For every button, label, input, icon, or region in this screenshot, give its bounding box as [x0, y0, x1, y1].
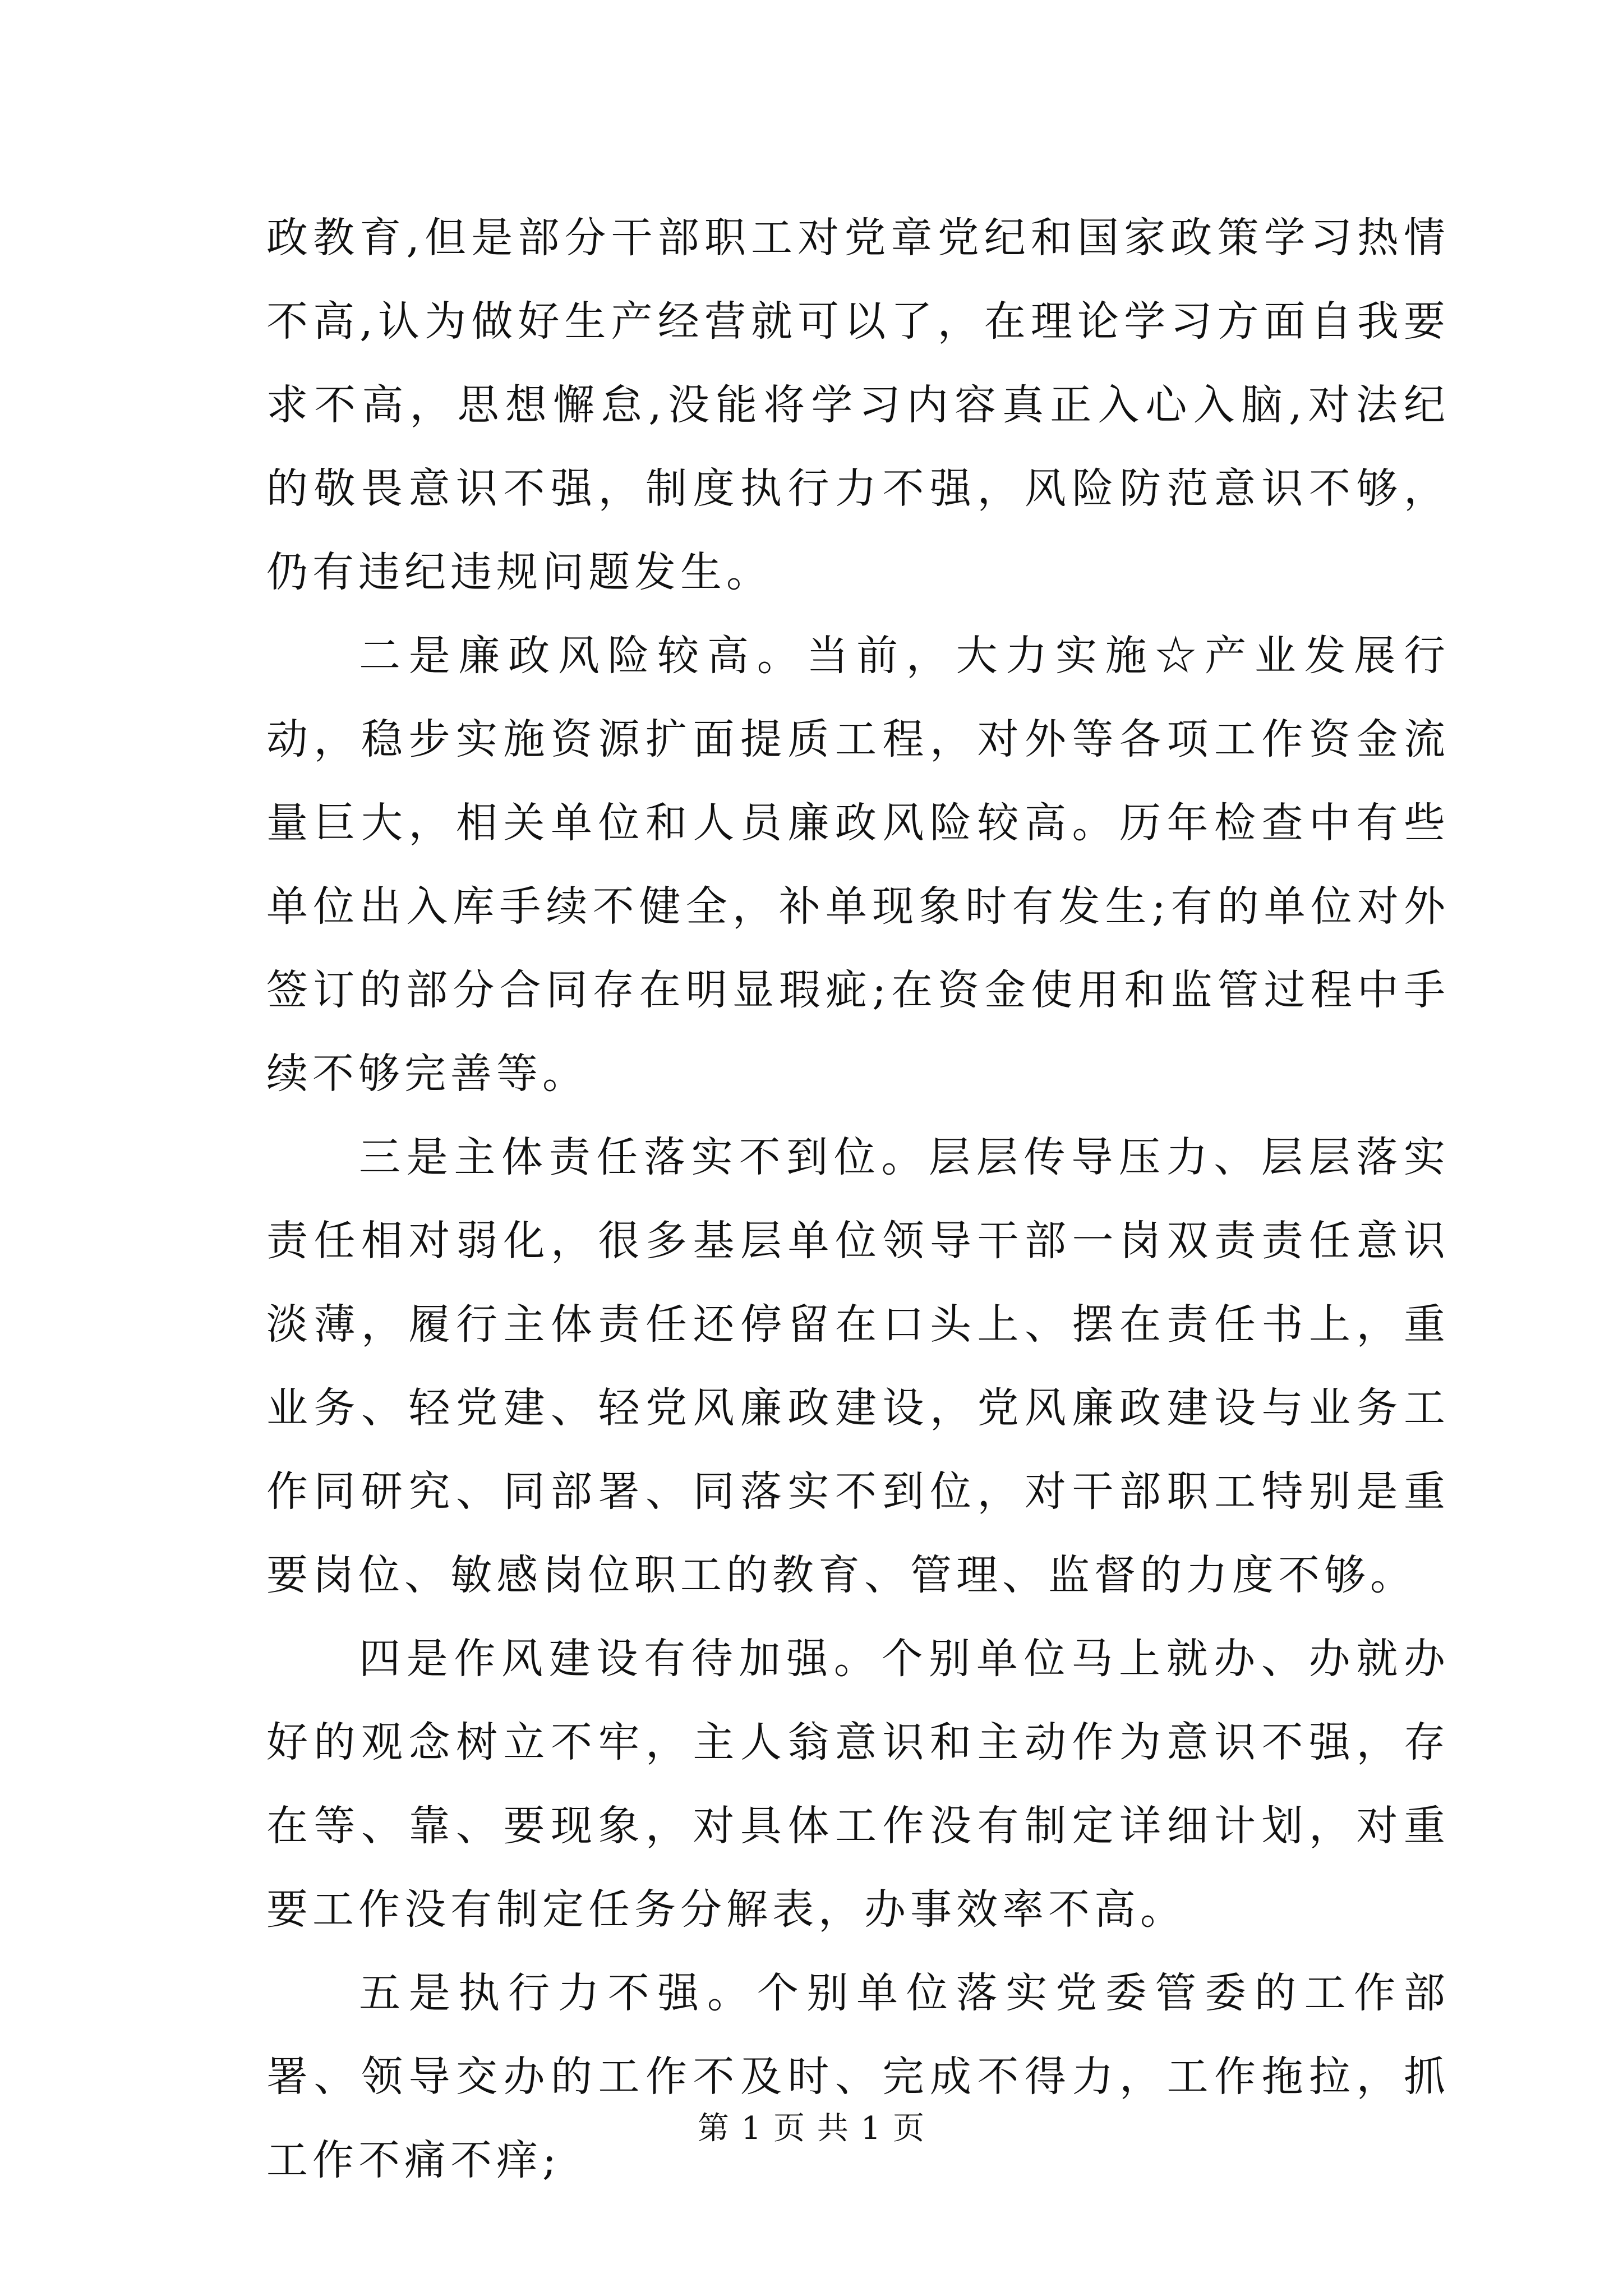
paragraph-continuation: 政教育,但是部分干部职工对党章党纪和国家政策学习热情不高,认为做好生产经营就可以了，在理论学习方面自我要求不高，思想懈怠,没能将学习内容真正入心入脑,对法纪的敬畏意识不强，制度执行力不强，风险防范意识不够，仍有违纪违规问题发生。 [266, 214, 1450, 596]
page-footer: 第 1 页 共 1 页 [697, 2110, 926, 2147]
paragraph-point-three: 三是主体责任落实不到位。层层传导压力、层层落实责任相对弱化，很多基层单位领导干部一岗双责责任意识淡薄，履行主体责任还停留在口头上、摆在责任书上，重业务、轻党建、轻党风廉政建设，党风廉政建设与业务工作同研究、同部署、同落实不到位，对干部职工特别是重要岗位、敏感岗位职工的教育、管理、监督的力度不够。 [266, 1133, 1450, 1599]
paragraph-point-four: 四是作风建设有待加强。个别单位马上就办、办就办好的观念树立不牢，主人翁意识和主动作为意识不强，存在等、靠、要现象，对具体工作没有制定详细计划，对重要工作没有制定任务分解表，办事效率不高。 [266, 1635, 1450, 1934]
paragraph-point-five: 五是执行力不强。个别单位落实党委管委的工作部署、领导交办的工作不及时、完成不得力，工作拖拉，抓工作不痛不痒; [266, 1969, 1450, 2184]
paragraph-point-two: 二是廉政风险较高。当前，大力实施☆产业发展行动，稳步实施资源扩面提质工程，对外等各项工作资金流量巨大，相关单位和人员廉政风险较高。历年检查中有些单位出入库手续不健全，补单现象时有发生;有的单位对外签订的部分合同存在明显瑕疵;在资金使用和监管过程中手续不够完善等。 [266, 632, 1450, 1098]
document-body [266, 196, 1450, 2202]
